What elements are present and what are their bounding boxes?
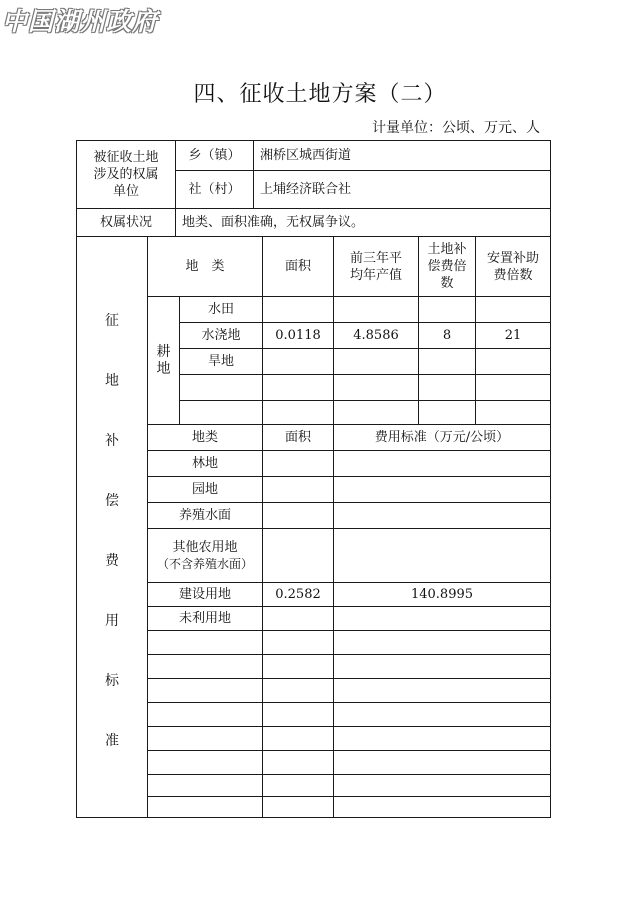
unit-note: 计量单位：公顷、万元、人 [372, 120, 540, 136]
col-header-comp-multiple: 土地补偿费倍数 [427, 242, 467, 291]
col-header-resettle-multiple: 安置补助费倍数 [486, 250, 539, 283]
side-label-char: 偿 [105, 492, 119, 509]
col-header-land-type-2: 地类 [191, 430, 218, 445]
col-header-avg-output: 前三年平均年产值 [349, 250, 402, 283]
row-other-agri-type: 其他农用地 （不含养殖水面） [156, 539, 253, 571]
row-forest-type: 林地 [191, 456, 218, 471]
row-irrigated-area: 0.0118 [275, 328, 321, 343]
ownership-status-label: 权属状况 [99, 215, 152, 230]
side-label-char: 标 [105, 672, 119, 689]
owner-label: 被征收土地涉及的权属单位 [93, 150, 159, 199]
row-construction-area: 0.2582 [275, 587, 321, 602]
row-dryland-type: 旱地 [207, 354, 234, 369]
watermark-logo: 中国湖州政府 [2, 7, 159, 36]
village-label: 社（村） [188, 182, 241, 197]
row-paddy-type: 水田 [207, 302, 234, 317]
row-orchard-type: 园地 [191, 482, 218, 497]
col-header-area-2: 面积 [284, 430, 311, 445]
village-value: 上埔经济联合社 [260, 182, 352, 197]
side-label-char: 费 [105, 552, 119, 569]
col-header-area: 面积 [284, 259, 311, 274]
side-label-char: 地 [105, 372, 119, 389]
col-header-fee-standard: 费用标准（万元/公顷） [374, 430, 510, 445]
side-label-char: 补 [105, 432, 119, 449]
side-label-char: 征 [105, 312, 119, 329]
row-unused-type: 未利用地 [178, 611, 231, 626]
row-construction-type: 建设用地 [178, 587, 231, 602]
cultivated-group-label: 耕地 [156, 343, 171, 377]
row-other-agri-note: （不含养殖水面） [156, 556, 253, 571]
ownership-status-value: 地类、面积准确，无权属争议。 [182, 215, 365, 230]
township-value: 湘桥区城西街道 [260, 148, 352, 163]
township-label: 乡（镇） [188, 148, 241, 163]
row-construction-standard: 140.8995 [410, 587, 474, 602]
row-aquaculture-type: 养殖水面 [178, 508, 231, 523]
row-irrigated-output: 4.8586 [353, 328, 399, 343]
row-irrigated-comp: 8 [442, 328, 452, 343]
row-irrigated-resettle: 21 [504, 328, 522, 343]
page-title: 四、征收土地方案（二） [193, 82, 447, 107]
side-label-char: 用 [105, 612, 119, 629]
row-irrigated-type: 水浇地 [201, 328, 241, 343]
col-header-land-type: 地 类 [185, 259, 225, 274]
side-label-char: 准 [105, 732, 119, 749]
